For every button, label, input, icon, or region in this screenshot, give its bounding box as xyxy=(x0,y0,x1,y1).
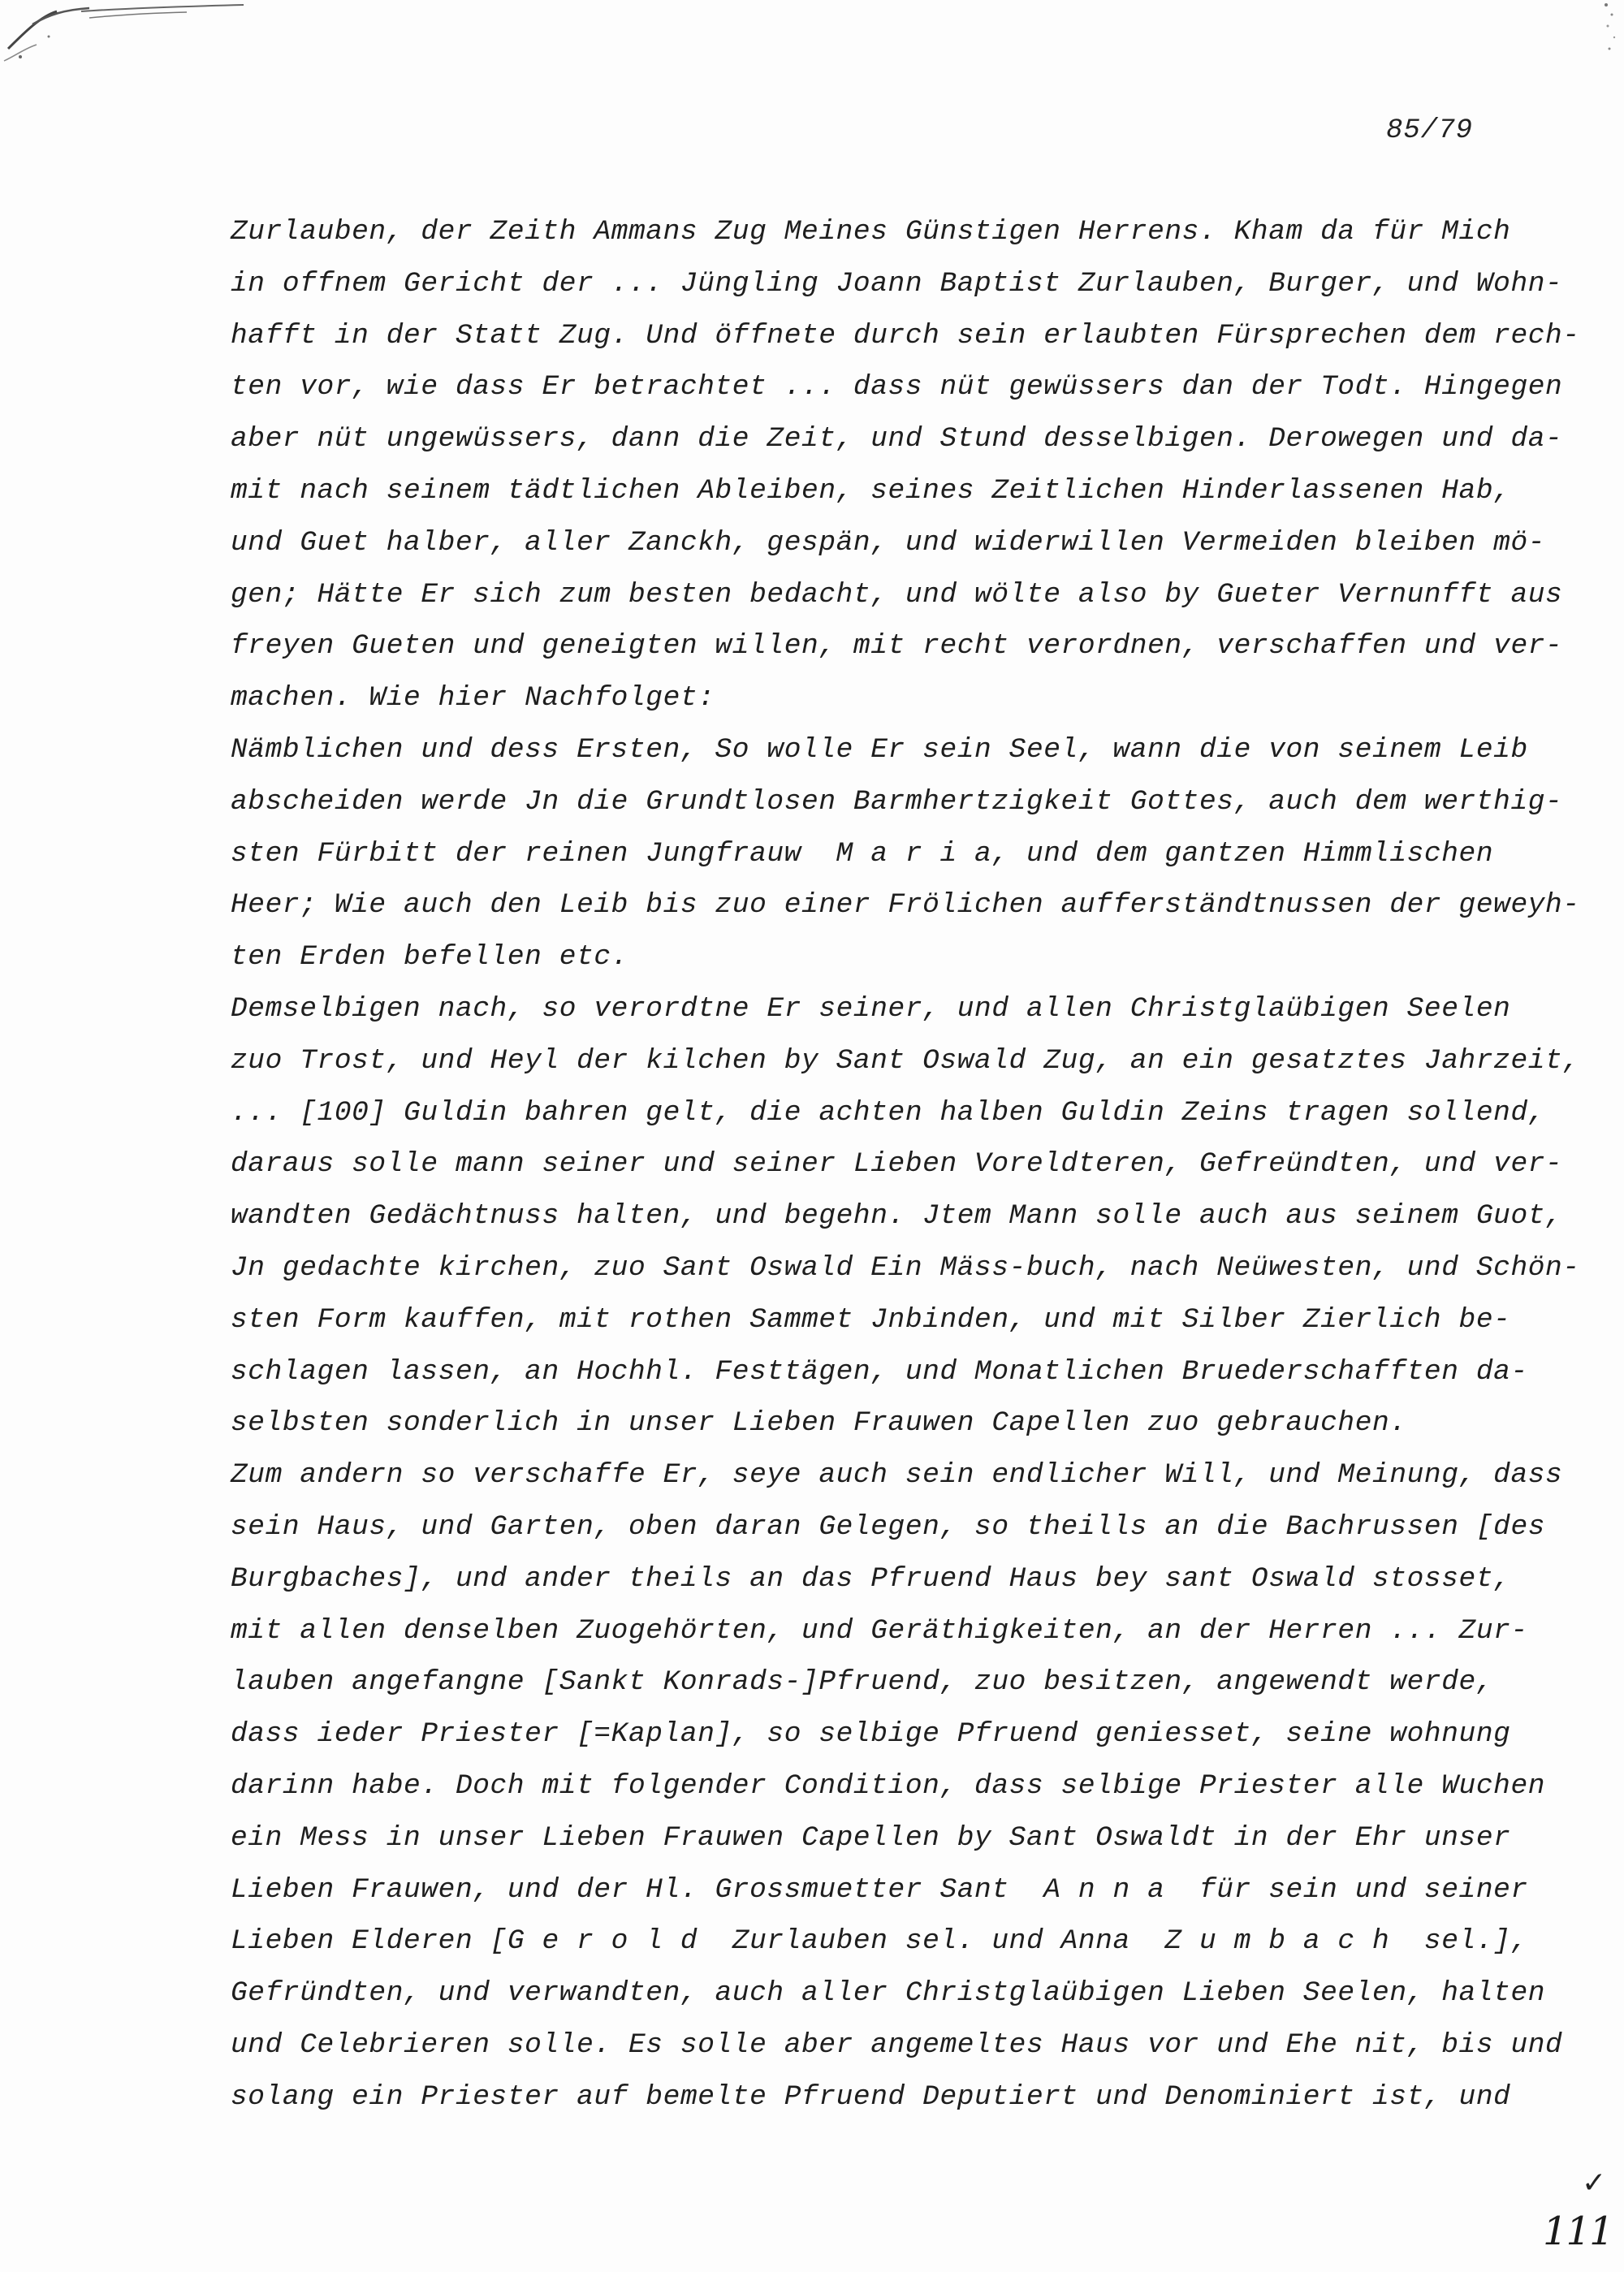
text-line: und Celebrieren solle. Es solle aber angemeltes Haus vor und Ehe nit, bis und xyxy=(231,2028,1563,2061)
text-line: Jn gedachte kirchen, zuo Sant Oswald Ein Mäss-buch, nach Neüwesten, und Schön- xyxy=(231,1251,1580,1284)
text-line: daraus solle mann seiner und seiner Lieben Voreldteren, Gefreündten, und ver- xyxy=(231,1148,1563,1181)
text-line: zuo Trost, und Heyl der kilchen by Sant Oswald Zug, an ein gesatztes Jahrzeit, xyxy=(231,1044,1580,1077)
text-line: hafft in der Statt Zug. Und öffnete durch sein erlaubten Fürsprechen dem rech- xyxy=(231,319,1580,352)
text-line: Zurlauben, der Zeith Ammans Zug Meines Günstigen Herrens. Kham da für Mich xyxy=(231,216,1511,248)
text-line: sten Fürbitt der reinen Jungfrauw M a r i a, und dem gantzen Himmlischen xyxy=(231,837,1494,870)
text-line: Gefründten, und verwandten, auch aller Christglaübigen Lieben Seelen, halten xyxy=(231,1977,1546,2010)
folio-number: 111 xyxy=(1543,2209,1613,2254)
document-body xyxy=(231,206,1580,2123)
text-line: ... [100] Guldin bahren gelt, die achten halben Guldin Zeins tragen sollend, xyxy=(231,1096,1546,1129)
text-line: mit nach seinem tädtlichen Ableiben, seines Zeitlichen Hinderlassenen Hab, xyxy=(231,474,1511,507)
text-line: sten Form kauffen, mit rothen Sammet Jnbinden, und mit Silber Zierlich be- xyxy=(231,1303,1511,1336)
text-line: ein Mess in unser Lieben Frauwen Capellen by Sant Oswaldt in der Ehr unser xyxy=(231,1821,1511,1854)
text-line: in offnem Gericht der ... Jüngling Joann Baptist Zurlauben, Burger, und Wohn- xyxy=(231,267,1563,300)
page-number: 85/79 xyxy=(1386,115,1474,146)
text-line: Lieben Frauwen, und der Hl. Grossmuetter Sant A n n a für sein und seiner xyxy=(231,1873,1528,1906)
text-line: abscheiden werde Jn die Grundtlosen Barmhertzigkeit Gottes, auch dem werthig- xyxy=(231,785,1563,818)
text-line: aber nüt ungewüssers, dann die Zeit, und Stund desselbigen. Derowegen und da- xyxy=(231,423,1563,456)
text-line: ten vor, wie dass Er betrachtet ... dass nüt gewüssers dan der Todt. Hingegen xyxy=(231,371,1563,404)
text-line: Lieben Elderen [G e r o l d Zurlauben sel. und Anna Z u m b a c h sel.], xyxy=(231,1925,1528,1958)
text-line: ten Erden befellen etc. xyxy=(231,941,628,974)
scan-edge-mark xyxy=(0,0,268,73)
text-line: schlagen lassen, an Hochhl. Festtägen, und Monatlichen Bruederschafften da- xyxy=(231,1355,1528,1388)
check-mark: ✓ xyxy=(1582,2166,1607,2200)
text-line: Zum andern so verschaffe Er, seye auch sein endlicher Will, und Meinung, dass xyxy=(231,1459,1563,1492)
text-line: wandten Gedächtnuss halten, und begehn. Jtem Mann solle auch aus seinem Guot, xyxy=(231,1200,1563,1233)
text-line: mit allen denselben Zuogehörten, und Geräthigkeiten, an der Herren ... Zur- xyxy=(231,1614,1528,1647)
scan-corner-marks xyxy=(1600,0,1624,65)
text-line: Demselbigen nach, so verordtne Er seiner, und allen Christglaübigen Seelen xyxy=(231,992,1511,1025)
text-line: darinn habe. Doch mit folgender Condition, dass selbige Priester alle Wuchen xyxy=(231,1769,1546,1802)
text-line: und Guet halber, aller Zanckh, gespän, und widerwillen Vermeiden bleiben mö- xyxy=(231,526,1546,559)
text-line: freyen Gueten und geneigten willen, mit recht verordnen, verschaffen und ver- xyxy=(231,630,1563,663)
text-line: dass ieder Priester [=Kaplan], so selbige Pfruend geniesset, seine wohnung xyxy=(231,1718,1511,1751)
text-line: solang ein Priester auf bemelte Pfruend Deputiert und Denominiert ist, und xyxy=(231,2080,1511,2113)
text-line: machen. Wie hier Nachfolget: xyxy=(231,682,715,715)
text-line: Nämblichen und dess Ersten, So wolle Er sein Seel, wann die von seinem Leib xyxy=(231,733,1528,766)
text-line: lauben angefangne [Sankt Konrads-]Pfruend, zuo besitzen, angewendt werde, xyxy=(231,1666,1494,1699)
text-line: Burgbaches], und ander theils an das Pfruend Haus bey sant Oswald stosset, xyxy=(231,1562,1511,1595)
text-line: gen; Hätte Er sich zum besten bedacht, und wölte also by Gueter Vernunfft aus xyxy=(231,578,1563,611)
text-line: sein Haus, und Garten, oben daran Gelegen, so theills an die Bachrussen [des xyxy=(231,1510,1546,1543)
text-line: Heer; Wie auch den Leib bis zuo einer Frölichen aufferständtnussen der geweyh- xyxy=(231,889,1580,922)
text-line: selbsten sonderlich in unser Lieben Frauwen Capellen zuo gebrauchen. xyxy=(231,1407,1407,1440)
